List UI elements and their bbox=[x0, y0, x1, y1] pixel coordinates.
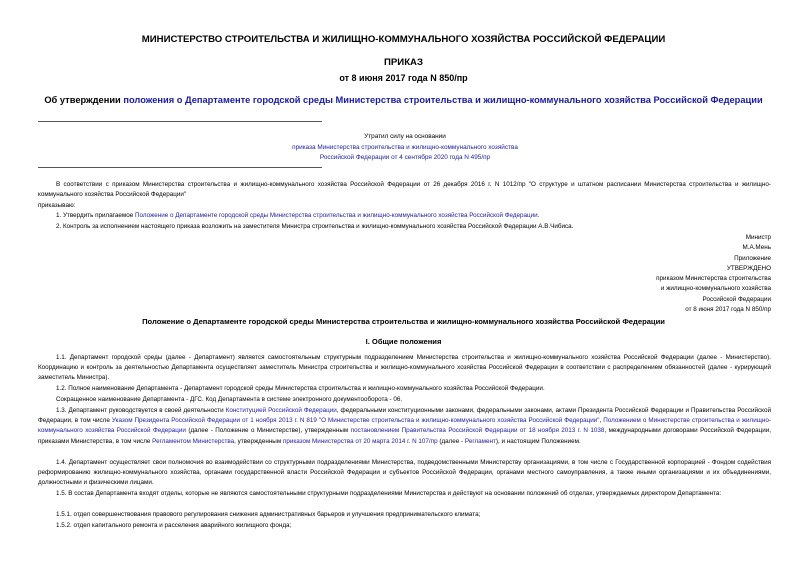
link-ministry-reglament[interactable]: Регламентом Министерства bbox=[152, 437, 235, 445]
signer-position: Министр bbox=[745, 234, 771, 241]
approved-date: от 8 июня 2017 года N 850/пр bbox=[685, 306, 771, 314]
divider-bottom bbox=[38, 167, 322, 168]
link-government-resolution[interactable]: постановлением Правительства Российской Федерации от 18 ноября 2013 г. N 1038 bbox=[350, 427, 605, 435]
preamble-paragraph: В соответствии с приказом Министерства строительства и жилищно-коммунального хозяйства Российской Федерации от 26 декабря 2016 г. N 1012/пр "О структуре и штатном расписании Министерства строительства и жилищно-коммунального хозяйства Российской Федерации" bbox=[38, 181, 771, 199]
order-item-1-text: 1. Утвердить прилагаемое bbox=[56, 212, 135, 219]
paragraph-1-3 bbox=[38, 406, 771, 447]
p13-text-g: (далее - bbox=[437, 437, 465, 445]
approved-by-line3: Российской Федерации bbox=[702, 295, 771, 303]
divider-top bbox=[38, 121, 322, 122]
regulation-title: Положение о Департаменте городской среды Министерства строительства и жилищно-коммунального хозяйства Российской Федерации bbox=[142, 317, 665, 326]
section-1-heading: I. Общие положения bbox=[365, 337, 442, 346]
paragraph-1-5-1: 1.5.1. отдел совершенствования правового регулирования снижения административных барьеров и улучшения предпринимательского климата; bbox=[56, 511, 481, 518]
doc-type-heading: ПРИКАЗ bbox=[384, 57, 423, 68]
appendix-label: Приложение bbox=[734, 254, 771, 262]
p13-text-h: ), и настоящим Положением. bbox=[495, 437, 581, 445]
paragraph-1-2b: Сокращенное наименование Департамента - ДГС. Код Департамента в системе электронного документооборота - 06. bbox=[56, 396, 403, 403]
doc-title bbox=[0, 95, 807, 105]
order-item-2: 2. Контроль за исполнением настоящего приказа возложить на заместителя Министра строительства и жилищно-коммунального хозяйства Российской Федерации А.В.Чибиса. bbox=[56, 223, 574, 230]
ministry-heading: МИНИСТЕРСТВО СТРОИТЕЛЬСТВА И ЖИЛИЩНО-КОММУНАЛЬНОГО ХОЗЯЙСТВА РОССИЙСКОЙ ФЕДЕРАЦИИ bbox=[141, 34, 666, 45]
p13-text-e: , международными договорами Российской Федерации, приказами Министерства, в том числе bbox=[38, 427, 771, 445]
order-item-1-suffix: . bbox=[537, 212, 540, 219]
link-ministry-regulation[interactable]: Положением о Министерстве строительства и жилищно-коммунального хозяйства Российской Федерации bbox=[38, 417, 772, 435]
p13-text-b: , федеральными конституционными законами, федеральными законами, актами Президента Российской Федерации и Правительства Российской Федерации, в том числе bbox=[38, 407, 771, 425]
paragraph-1-2: 1.2. Полное наименование Департамента - Департамент городской среды Министерства строительства и жилищно-коммунального хозяйства Российской Федерации. bbox=[56, 385, 545, 392]
revocation-note bbox=[180, 132, 630, 164]
p13-text-f: , утвержденным bbox=[234, 437, 283, 445]
paragraph-1-5-2: 1.5.2. отдел капитального ремонта и расселения аварийного жилищного фонда; bbox=[56, 522, 292, 529]
approved-label: УТВЕРЖДЕНО bbox=[726, 264, 771, 272]
doc-title-prefix: Об утверждении bbox=[44, 95, 124, 105]
order-item-1 bbox=[38, 211, 771, 221]
doc-date-number: от 8 июня 2017 года N 850/пр bbox=[339, 73, 468, 83]
approved-by-line1: приказом Министерства строительства bbox=[656, 275, 771, 283]
revocation-link-line2[interactable]: Российской Федерации от 4 сентября 2020 года N 495/пр bbox=[319, 154, 491, 161]
p13-text-a: 1.3. Департамент руководствуется в своей деятельности bbox=[56, 407, 226, 414]
regulation-link[interactable]: Положение о Департаменте городской среды Министерства строительства и жилищно-коммунального хозяйства Российской Федерации bbox=[134, 212, 538, 219]
order-word: приказываю: bbox=[38, 202, 76, 209]
revocation-link-line1[interactable]: приказа Министерства строительства и жилищно-коммунального хозяйства bbox=[292, 143, 518, 151]
p13-text-c: , bbox=[599, 417, 604, 425]
link-ministry-order[interactable]: приказом Министерства от 20 марта 2014 г. N 107/пр bbox=[282, 437, 438, 445]
paragraph-1-1: 1.1. Департамент городской среды (далее - Департамент) является самостоятельным структурным подразделением Министерства строительства и жилищно-коммунального хозяйства Российской Федерации (далее - Министерство). Координацию и контроль за деятельностью Департамента осуществляет заместитель Министра строительства и жилищно-коммунального хозяйства Российской Федерации в соответствии с распределением обязанностей (далее - курирующий заместитель Министра). bbox=[38, 354, 771, 382]
link-constitution[interactable]: Конституцией Российской Федерации bbox=[225, 407, 337, 414]
link-reglament-short[interactable]: Регламент bbox=[464, 437, 496, 445]
signature-block bbox=[511, 233, 771, 315]
paragraph-1-4: 1.4. Департамент осуществляет свои полномочия во взаимодействии со структурными подразделениями Министерства, подведомственными Министерству организациями, в том числе с Государственной корпорацией - Фондом содействия реформированию жилищно-коммунального хозяйства, органами государственной власти Российской Федерации и субъектов Российской Федерации, органами местного самоуправления, а также иными организациями и их объединениями, должностными и физическими лицами. bbox=[38, 459, 771, 487]
approved-by-line2: и жилищно-коммунального хозяйства bbox=[660, 285, 771, 293]
signer-name: М.А.Мень bbox=[742, 244, 771, 252]
doc-title-link[interactable]: положения о Департаменте городской среды Министерства строительства и жилищно-коммунального хозяйства Российской Федерации bbox=[123, 95, 763, 105]
revocation-note-text: Утратил силу на основании bbox=[364, 133, 446, 140]
paragraph-1-5: 1.5. В состав Департамента входят отделы, которые не являются самостоятельными структурными подразделениями Министерства и действуют на основании положений об отделах, утверждаемых директором Департамента: bbox=[56, 490, 722, 497]
link-presidential-decree[interactable]: Указом Президента Российской Федерации от 1 ноября 2013 г. N 819 "О Министерстве строительства и жилищно-коммунального хозяйства Российской Федерации" bbox=[111, 417, 600, 425]
p13-text-d: (далее - Положение о Министерстве), утвержденным bbox=[185, 427, 351, 435]
